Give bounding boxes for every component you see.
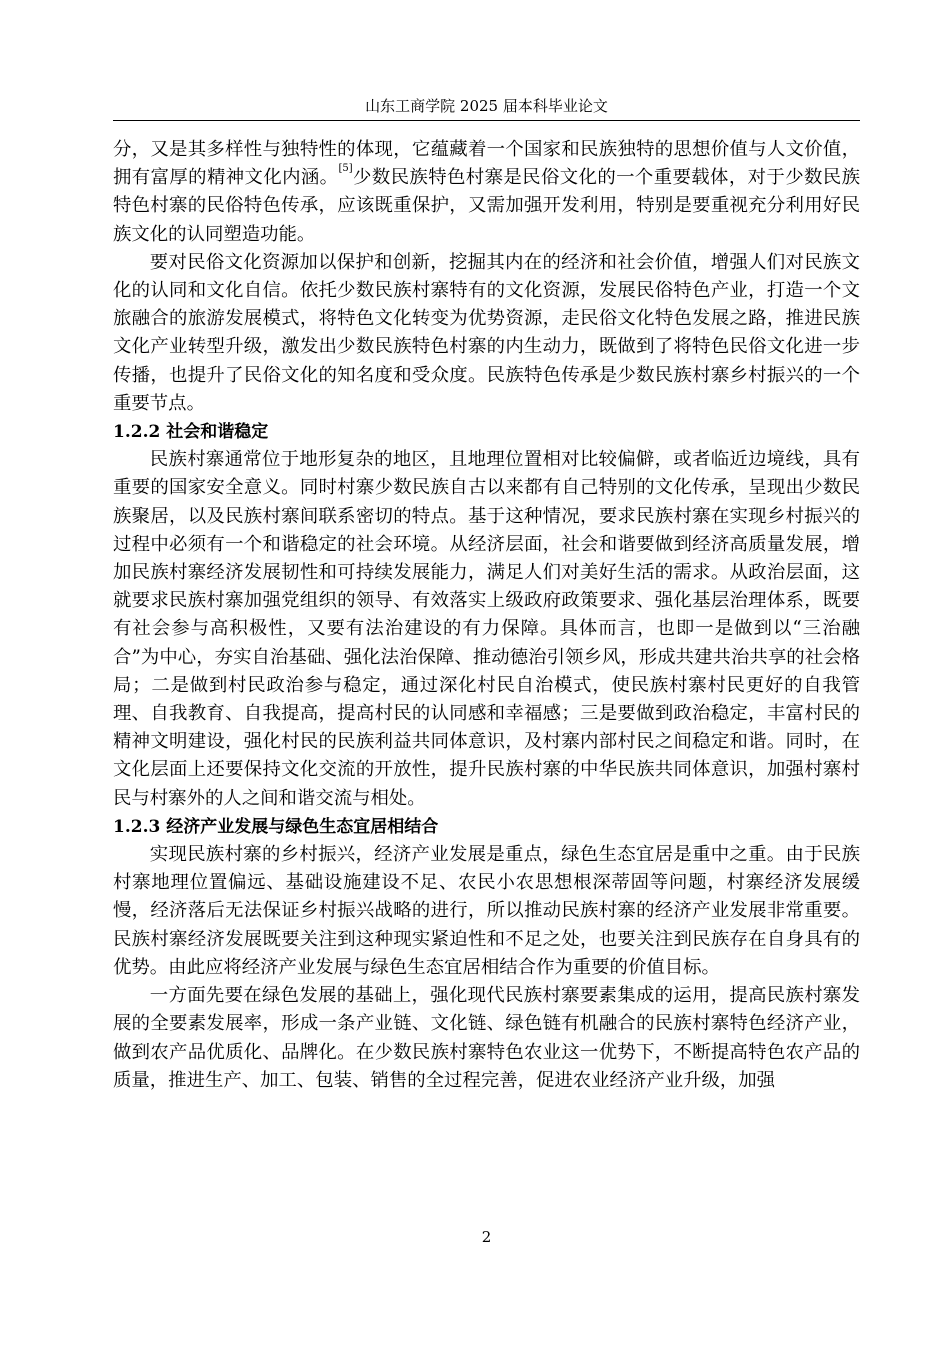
page-number: 2 bbox=[481, 1228, 492, 1246]
paragraph-text: 分，又是其多样性与独特性的体现，它蕴藏着一个国家和民族独特的思想价值与人文价值，拥有富厚的精神文化内涵。 bbox=[113, 139, 860, 189]
paragraph: 民族村寨通常位于地形复杂的地区，且地理位置相对比较偏僻，或者临近边境线，具有重要的国家安全意义。同时村寨少数民族自古以来都有自己特别的文化传承，呈现出少数民族聚居，以及民族村寨间联系密切的特点。基于这种情况，要求民族村寨在实现乡村振兴的过程中必须有一个和谐稳定的社会环境。从经济层面，社会和谐要做到经济高质量发展，增加民族村寨经济发展韧性和可持续发展能力，满足人们对美好生活的需求。从政治层面，这就要求民族村寨加强党组织的领导、有效落实上级政府政策要求、强化基层治理体系，既要有社会参与高积极性，又要有法治建设的有力保障。具体而言，也即一是做到以“三治融合”为中心，夯实自治基础、强化法治保障、推动德治引领乡风，形成共建共治共享的社会格局；二是做到村民政治参与稳定，通过深化村民自治模式，使民族村寨村民更好的自我管理、自我教育、自我提高，提高村民的认同感和幸福感；三是要做到政治稳定，丰富村民的精神文明建设，强化村民的民族利益共同体意识，及村寨内部村民之间稳定和谐。同时，在文化层面上还要保持文化交流的开放性，提升民族村寨的中华民族共同体意识，加强村寨村民与村寨外的人之间和谐交流与相处。 bbox=[113, 449, 860, 809]
paragraph: 实现民族村寨的乡村振兴，经济产业发展是重点，绿色生态宜居是重中之重。由于民族村寨地理位置偏远、基础设施建设不足、农民小农思想根深蒂固等问题，村寨经济发展缓慢，经济落后无法保证乡村振兴战略的进行，所以推动民族村寨的经济产业发展非常重要。民族村寨经济发展既要关注到这种现实紧迫性和不足之处，也要关注到民族存在自身具有的优势。由此应将经济产业发展与绿色生态宜居相结合作为重要的价值目标。 bbox=[113, 844, 860, 978]
paragraph: 一方面先要在绿色发展的基础上，强化现代民族村寨要素集成的运用，提高民族村寨发展的全要素发展率，形成一条产业链、文化链、绿色链有机融合的民族村寨特色经济产业，做到农产品优质化、品牌化。在少数民族村寨特色农业这一优势下，不断提高特色农产品的质量，推进生产、加工、包装、销售的全过程完善，促进农业经济产业升级，加强 bbox=[113, 985, 860, 1091]
section-heading-1-2-3: 1.2.3 经济产业发展与绿色生态宜居相结合 bbox=[113, 816, 439, 837]
section-heading-1-2-2: 1.2.2 社会和谐稳定 bbox=[113, 422, 269, 443]
body-text bbox=[113, 136, 860, 1095]
paragraph-text: 少数民族特色村寨是民俗文化的一个重要载体，对于少数民族特色村寨的民俗特色传承，应该既重保护，又需加强开发利用，特别是要重视充分利用好民族文化的认同塑造功能。 bbox=[113, 167, 860, 245]
header-rule bbox=[113, 120, 860, 121]
paragraph-continued bbox=[113, 136, 860, 249]
paragraph: 要对民俗文化资源加以保护和创新，挖掘其内在的经济和社会价值，增强人们对民族文化的认同和文化自信。依托少数民族村寨特有的文化资源，发展民俗特色产业，打造一个文旅融合的旅游发展模式，将特色文化转变为优势资源，走民俗文化特色发展之路，推进民族文化产业转型升级，激发出少数民族特色村寨的内生动力，既做到了将特色民俗文化进一步传播，也提升了民俗文化的知名度和受众度。民族特色传承是少数民族村寨乡村振兴的一个重要节点。 bbox=[113, 251, 860, 414]
citation-marker: [5] bbox=[338, 163, 353, 175]
running-header: 山东工商学院 2025 届本科毕业论文 bbox=[365, 97, 608, 115]
